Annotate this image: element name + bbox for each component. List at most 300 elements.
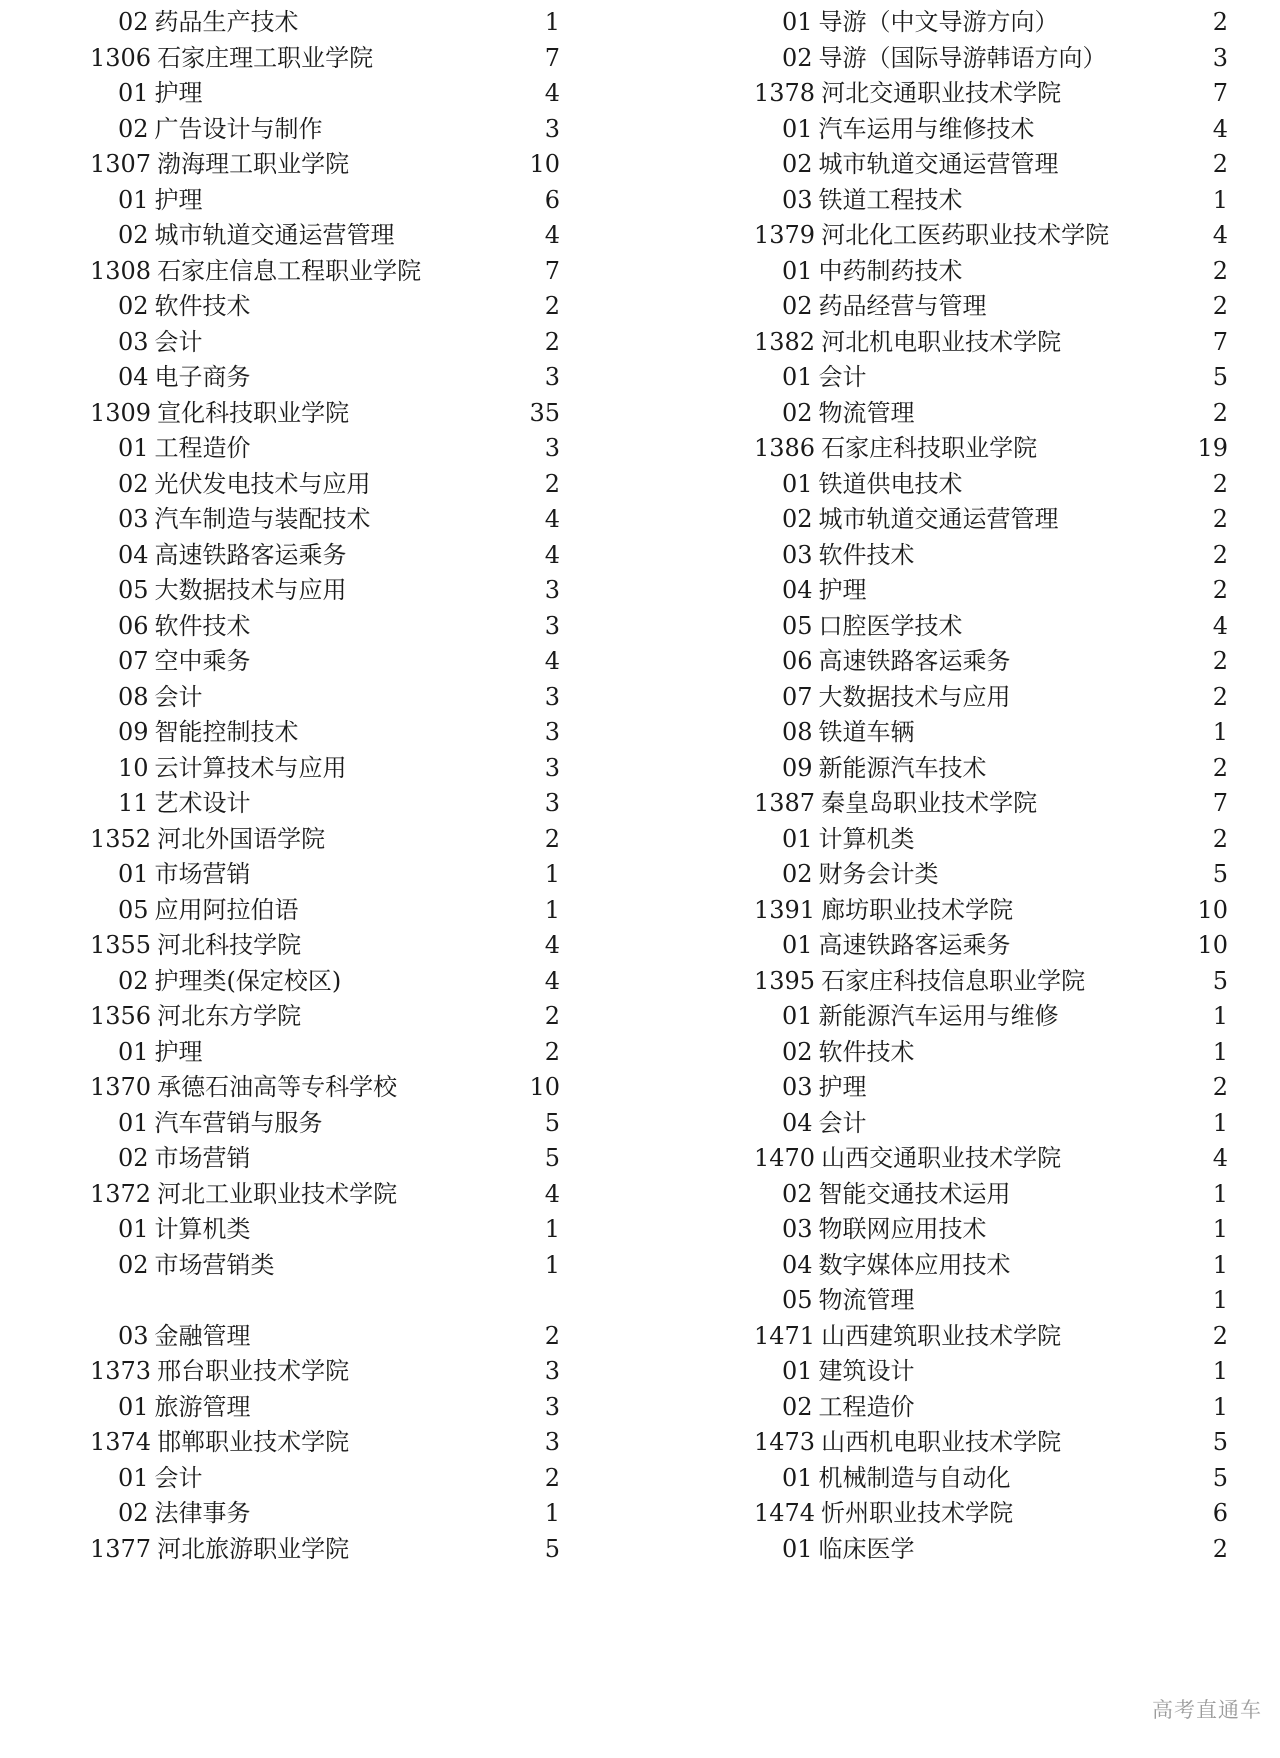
major-row [90,357,560,397]
major-code: 01 [782,1002,813,1030]
enrollment-count: 4 [544,647,560,675]
school-code: 1374 [90,1428,152,1456]
major-name: 市场营销 [154,860,251,888]
school-row [754,1422,1228,1462]
major-name: 金融管理 [154,1321,251,1350]
major-code: 02 [118,1499,149,1527]
major-name: 会计 [154,327,203,356]
enrollment-count: 1 [1212,1037,1228,1066]
major-code: 01 [782,824,813,853]
major-name: 高速铁路客运乘务 [818,647,1011,675]
enrollment-count: 10 [529,150,560,178]
major-code: 02 [782,292,813,320]
major-row [90,961,560,1001]
major-code: 02 [782,860,813,888]
major-row [90,2,560,42]
enrollment-count: 4 [544,540,560,569]
major-code: 03 [782,1215,813,1243]
school-row [90,1174,560,1214]
school-row [754,890,1228,930]
enrollment-count: 10 [1197,931,1228,959]
school-row [754,783,1228,823]
major-code: 01 [782,256,813,285]
major-row [90,464,560,504]
school-row [90,925,560,965]
enrollment-count: 1 [1212,1108,1228,1137]
major-name: 工程造价 [154,434,251,462]
major-name: 大数据技术与应用 [818,682,1011,711]
school-code: 1470 [754,1144,816,1172]
enrollment-count: 3 [544,114,560,143]
enrollment-count: 3 [544,611,560,640]
enrollment-count: 4 [544,1179,560,1208]
major-row [90,109,560,149]
enrollment-count: 3 [544,576,560,604]
major-row [90,215,560,255]
major-row [754,464,1228,504]
major-code: 01 [118,1392,149,1421]
enrollment-count: 5 [1212,860,1228,888]
school-code: 1308 [90,256,152,285]
major-code: 02 [782,505,813,533]
major-row [754,2,1228,42]
school-name: 承德石油高等专科学校 [157,1073,398,1101]
school-row [754,215,1228,255]
major-row [90,286,560,326]
major-row [90,748,560,788]
major-row [754,570,1228,610]
major-row [754,357,1228,397]
major-name: 汽车运用与维修技术 [818,114,1035,143]
school-name: 宣化科技职业学院 [157,398,350,427]
major-row [754,1458,1228,1498]
major-code: 01 [118,79,149,107]
major-row [90,606,560,646]
major-row [90,890,560,930]
enrollment-count: 1 [1212,718,1228,746]
school-row [754,73,1228,113]
major-name: 高速铁路客运乘务 [818,931,1011,959]
major-name: 软件技术 [818,1037,915,1066]
major-name: 铁道车辆 [818,718,915,746]
enrollment-count: 2 [1212,540,1228,569]
major-code: 01 [782,114,813,143]
school-name: 山西机电职业技术学院 [821,1428,1062,1456]
major-row [90,428,560,468]
enrollment-count: 4 [544,931,560,959]
school-name: 石家庄科技信息职业学院 [821,966,1086,995]
enrollment-count: 2 [1212,1321,1228,1350]
enrollment-count: 6 [544,185,560,214]
school-row [90,819,560,859]
school-code: 1386 [754,434,816,462]
school-code: 1307 [90,150,152,178]
major-row [90,570,560,610]
major-row [90,1209,560,1249]
major-name: 高速铁路客运乘务 [154,540,347,569]
major-name: 软件技术 [818,540,915,569]
major-name: 机械制造与自动化 [818,1463,1011,1492]
enrollment-count: 2 [1212,256,1228,285]
school-code: 1309 [90,398,152,427]
major-row [754,854,1228,894]
enrollment-count: 4 [544,221,560,249]
enrollment-count: 10 [529,1073,560,1101]
school-row [754,1493,1228,1533]
major-name: 新能源汽车运用与维修 [818,1002,1059,1030]
enrollment-count: 1 [544,1499,560,1527]
enrollment-count: 3 [544,718,560,746]
major-name: 广告设计与制作 [154,114,323,143]
enrollment-count: 3 [544,789,560,817]
major-code: 02 [118,221,149,249]
major-row [754,1351,1228,1391]
major-name: 护理 [818,576,867,604]
major-code: 02 [118,966,149,995]
major-name: 云计算技术与应用 [154,753,347,782]
major-row [754,286,1228,326]
enrollment-count: 1 [544,1250,560,1279]
major-row [90,854,560,894]
major-name: 物联网应用技术 [818,1215,987,1243]
major-name: 财务会计类 [818,860,939,888]
major-code: 01 [118,185,149,214]
major-code: 09 [118,718,149,746]
school-code: 1372 [90,1179,152,1208]
major-code: 02 [782,1179,813,1208]
major-code: 02 [118,1144,149,1172]
school-name: 山西建筑职业技术学院 [821,1321,1062,1350]
school-row [754,961,1228,1001]
school-name: 河北工业职业技术学院 [157,1179,398,1208]
school-name: 河北外国语学院 [157,824,326,853]
major-row [754,748,1228,788]
major-name: 城市轨道交通运营管理 [818,505,1059,533]
major-row [754,606,1228,646]
school-name: 河北机电职业技术学院 [821,327,1062,356]
enrollment-count: 5 [544,1108,560,1137]
major-code: 05 [782,1286,813,1314]
enrollment-count: 2 [1212,1073,1228,1101]
school-row [90,1422,560,1462]
major-row [754,925,1228,965]
enrollment-count: 2 [1212,150,1228,178]
enrollment-count: 7 [544,256,560,285]
enrollment-count: 1 [1212,1215,1228,1243]
major-code: 01 [782,1463,813,1492]
school-row [754,1316,1228,1356]
major-row [90,641,560,681]
major-name: 铁道工程技术 [818,185,963,214]
school-code: 1379 [754,221,816,249]
major-row [754,712,1228,752]
enrollment-count: 7 [544,43,560,72]
enrollment-count: 4 [1212,114,1228,143]
major-name: 新能源汽车技术 [818,753,987,782]
major-code: 04 [782,576,813,604]
major-name: 城市轨道交通运营管理 [818,150,1059,178]
enrollment-count: 1 [1212,1286,1228,1314]
enrollment-count: 10 [1197,895,1228,924]
major-name: 口腔医学技术 [818,611,963,640]
major-code: 01 [118,1037,149,1066]
enrollment-count: 7 [1212,789,1228,817]
enrollment-count: 2 [1212,505,1228,533]
major-row [754,1280,1228,1320]
major-name: 数字媒体应用技术 [818,1250,1011,1279]
enrollment-count: 5 [544,1144,560,1172]
enrollment-count: 4 [544,79,560,107]
major-row [754,641,1228,681]
enrollment-count: 1 [1212,1250,1228,1279]
school-code: 1373 [90,1357,152,1385]
major-name: 电子商务 [154,363,251,391]
enrollment-count: 1 [544,895,560,924]
major-code: 03 [782,185,813,214]
school-code: 1387 [754,789,816,817]
school-code: 1377 [90,1534,152,1563]
major-name: 汽车营销与服务 [154,1108,323,1137]
major-row [754,1032,1228,1072]
enrollment-count: 2 [1212,576,1228,604]
major-name: 空中乘务 [154,647,251,675]
major-code: 02 [118,1250,149,1279]
enrollment-count: 3 [544,1392,560,1421]
major-name: 会计 [818,1108,867,1137]
major-code: 06 [782,647,813,675]
major-name: 计算机类 [154,1215,251,1243]
enrollment-count: 5 [544,1534,560,1563]
major-code: 04 [782,1250,813,1279]
major-code: 04 [118,363,149,391]
school-code: 1473 [754,1428,816,1456]
enrollment-count: 3 [544,363,560,391]
major-code: 11 [118,789,149,817]
major-row [90,1245,560,1285]
enrollment-count: 1 [544,860,560,888]
major-name: 软件技术 [154,611,251,640]
major-row [90,535,560,575]
major-row [754,1387,1228,1427]
major-row [754,109,1228,149]
major-name: 旅游管理 [154,1392,251,1421]
enrollment-count: 3 [544,1357,560,1385]
major-code: 04 [118,540,149,569]
school-code: 1352 [90,824,152,853]
major-name: 汽车制造与装配技术 [154,505,371,533]
school-name: 石家庄理工职业学院 [157,43,374,72]
major-row [754,393,1228,433]
major-row [754,499,1228,539]
school-name: 廊坊职业技术学院 [821,895,1014,924]
major-code: 02 [782,1037,813,1066]
major-row [90,783,560,823]
major-code: 07 [782,682,813,711]
major-code: 02 [118,469,149,498]
major-code: 01 [118,860,149,888]
major-name: 光伏发电技术与应用 [154,469,371,498]
school-code: 1355 [90,931,152,959]
enrollment-count: 2 [1212,647,1228,675]
school-code: 1391 [754,895,816,924]
major-row [754,1529,1228,1569]
school-code: 1471 [754,1321,816,1350]
enrollment-count: 2 [1212,753,1228,782]
major-code: 01 [782,1534,813,1563]
enrollment-count: 3 [544,434,560,462]
major-name: 会计 [818,363,867,391]
enrollment-count: 2 [544,469,560,498]
major-code: 01 [118,1108,149,1137]
major-row [90,1103,560,1143]
enrollment-count: 5 [1212,1428,1228,1456]
major-code: 05 [118,576,149,604]
school-name: 石家庄信息工程职业学院 [157,256,422,285]
enrollment-count: 2 [1212,292,1228,320]
enrollment-count: 5 [1212,1463,1228,1492]
major-name: 会计 [154,1463,203,1492]
school-name: 石家庄科技职业学院 [821,434,1038,462]
major-row [754,996,1228,1036]
major-code: 01 [782,1357,813,1385]
major-code: 02 [118,292,149,320]
school-name: 山西交通职业技术学院 [821,1144,1062,1172]
school-code: 1474 [754,1499,816,1527]
major-code: 02 [118,8,149,36]
major-code: 05 [118,895,149,924]
major-code: 03 [782,540,813,569]
school-row [90,1529,560,1569]
enrollment-count: 5 [1212,363,1228,391]
major-code: 01 [118,434,149,462]
school-row [90,251,560,291]
major-name: 物流管理 [818,1286,915,1314]
major-name: 智能控制技术 [154,718,299,746]
major-code: 07 [118,647,149,675]
major-name: 护理 [818,1073,867,1101]
major-row [90,322,560,362]
enrollment-count: 1 [544,8,560,36]
school-row [90,144,560,184]
enrollment-count: 1 [1212,1002,1228,1030]
major-name: 艺术设计 [154,789,251,817]
school-code: 1306 [90,43,152,72]
major-row [754,1209,1228,1249]
school-row [754,1138,1228,1178]
major-name: 软件技术 [154,292,251,320]
enrollment-count: 1 [1212,1392,1228,1421]
major-name: 应用阿拉伯语 [154,895,299,924]
major-name: 工程造价 [818,1392,915,1421]
school-row [90,1351,560,1391]
major-name: 市场营销类 [154,1250,275,1279]
major-name: 建筑设计 [818,1357,915,1385]
enrollment-count: 7 [1212,327,1228,356]
major-name: 护理 [154,1037,203,1066]
school-row [754,428,1228,468]
enrollment-count: 4 [544,505,560,533]
major-name: 导游（中文导游方向） [818,8,1059,36]
major-code: 02 [782,43,813,72]
major-row [754,180,1228,220]
school-code: 1370 [90,1073,152,1101]
school-code: 1382 [754,327,816,356]
major-code: 02 [782,150,813,178]
major-row [90,73,560,113]
major-code: 05 [782,611,813,640]
major-row [754,251,1228,291]
enrollment-count: 4 [1212,1144,1228,1172]
major-name: 临床医学 [818,1534,915,1563]
enrollment-count: 2 [544,824,560,853]
school-name: 河北交通职业技术学院 [821,79,1062,107]
major-row [754,677,1228,717]
major-name: 大数据技术与应用 [154,576,347,604]
major-name: 物流管理 [818,398,915,427]
school-code: 1378 [754,79,816,107]
major-row [90,1387,560,1427]
major-row [754,535,1228,575]
enrollment-count: 4 [544,966,560,995]
enrollment-count: 3 [544,1428,560,1456]
enrollment-count: 2 [544,327,560,356]
enrollment-count: 5 [1212,966,1228,995]
major-name: 护理 [154,185,203,214]
enrollment-count: 35 [529,398,560,427]
major-row [754,1103,1228,1143]
school-name: 河北东方学院 [157,1002,302,1030]
major-code: 01 [782,8,813,36]
school-name: 河北旅游职业学院 [157,1534,350,1563]
enrollment-count: 6 [1212,1499,1228,1527]
major-name: 会计 [154,682,203,711]
major-name: 智能交通技术运用 [818,1179,1011,1208]
school-name: 忻州职业技术学院 [821,1499,1014,1527]
enrollment-count: 3 [1212,43,1228,72]
major-code: 03 [118,1321,149,1350]
major-code: 01 [782,363,813,391]
major-row [754,38,1228,78]
major-name: 市场营销 [154,1144,251,1172]
school-code: 1395 [754,966,816,995]
school-name: 渤海理工职业学院 [157,150,350,178]
enrollment-count: 2 [1212,682,1228,711]
major-row [90,1032,560,1072]
major-name: 药品经营与管理 [818,292,987,320]
major-row [754,1174,1228,1214]
major-name: 中药制药技术 [818,256,963,285]
school-row [90,1067,560,1107]
major-row [754,1067,1228,1107]
major-code: 01 [782,931,813,959]
major-row [90,712,560,752]
major-code: 02 [782,1392,813,1421]
major-name: 计算机类 [818,824,915,853]
major-code: 10 [118,753,149,782]
major-code: 04 [782,1108,813,1137]
major-code: 08 [782,718,813,746]
enrollment-count: 7 [1212,79,1228,107]
enrollment-count: 1 [544,1215,560,1243]
enrollment-count: 2 [544,292,560,320]
enrollment-count: 2 [544,1002,560,1030]
enrollment-count: 1 [1212,1357,1228,1385]
major-row [90,1138,560,1178]
enrollment-count: 2 [544,1321,560,1350]
school-name: 邯郸职业技术学院 [157,1428,350,1456]
major-name: 护理 [154,79,203,107]
enrollment-count: 2 [1212,469,1228,498]
